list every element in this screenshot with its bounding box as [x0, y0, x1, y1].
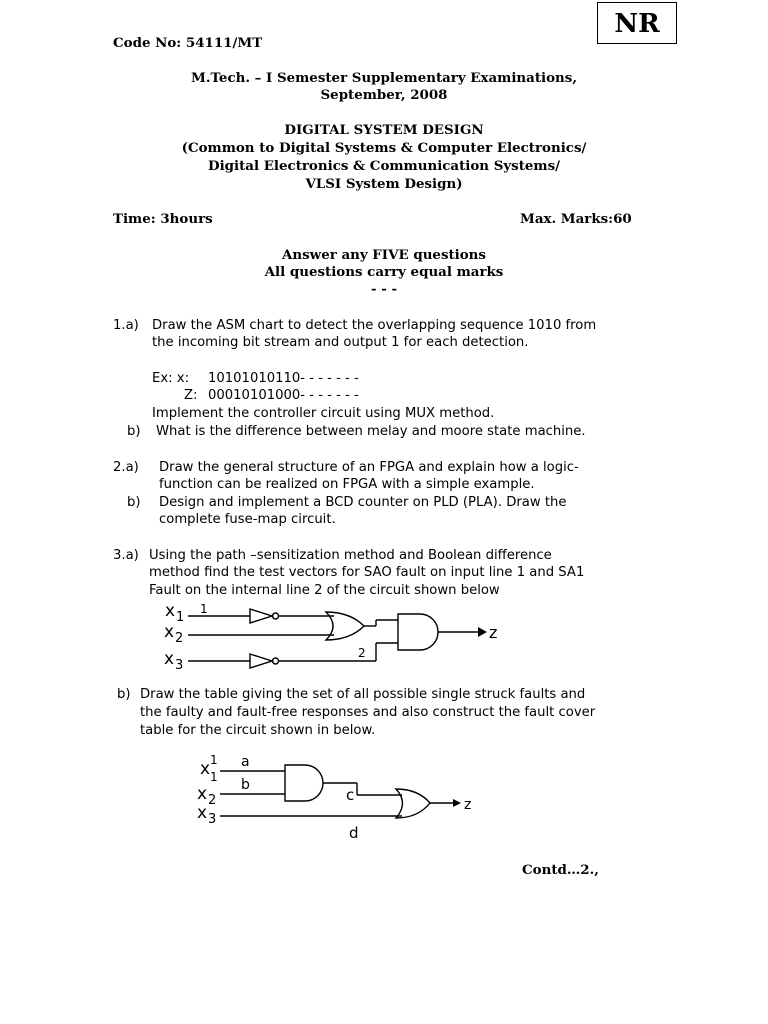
continued-note: Contd…2., — [522, 862, 599, 878]
circuit2-label-x3-sub: 3 — [208, 812, 217, 827]
circuit1-not-gate-2 — [250, 654, 272, 668]
common-line3: VLSI System Design) — [305, 176, 463, 192]
circuit2-or-gate — [396, 789, 430, 818]
circuit1-label-x2-sub: 2 — [175, 631, 184, 646]
circuit1-label-x2: x — [164, 622, 175, 642]
q1-example-x: 10101010110- - - - - - - — [208, 371, 359, 386]
circuit1-line-label-1: 1 — [200, 602, 208, 616]
circuit1-label-x1-sub: 1 — [176, 610, 185, 625]
q2b-number: b) — [127, 495, 141, 510]
q3a-number: 3.a) — [113, 548, 139, 563]
instruction-1: Answer any FIVE questions — [282, 247, 486, 263]
common-line1: (Common to Digital Systems & Computer Electronics/ — [181, 140, 587, 156]
circuit2-label-x2-sub: 2 — [208, 793, 217, 808]
q2a-line1: Draw the general structure of an FPGA and explain how a logic- — [159, 460, 579, 475]
circuit1-label-x3-sub: 3 — [175, 658, 184, 673]
circuit2-label-x3: x — [197, 803, 208, 823]
q3b-line2: the faulty and fault-free responses and also construct the fault cover — [140, 705, 596, 720]
subject-title: DIGITAL SYSTEM DESIGN — [284, 122, 484, 138]
circuit2-output-arrow — [453, 799, 461, 807]
circuit2-label-x1-sub: 1 — [210, 770, 218, 784]
q3a-line2: method find the test vectors for SAO fault on input line 1 and SA1 — [149, 565, 585, 580]
q1-example-z-label: Z: — [184, 388, 198, 403]
circuit1-output-label: z — [489, 623, 498, 642]
circuit1-label-x3: x — [164, 649, 175, 669]
q3a-line3: Fault on the internal line 2 of the circuit shown below — [149, 583, 500, 598]
common-line2: Digital Electronics & Communication Systems/ — [207, 158, 561, 174]
circuit-diagram-2 — [190, 748, 490, 848]
q1a-number: 1.a) — [113, 318, 139, 333]
q1-example-label: Ex: x: — [152, 371, 190, 386]
circuit2-label-x1-sup: 1 — [210, 753, 218, 767]
time-allowed: Time: 3hours — [113, 211, 213, 227]
q3b-number: b) — [117, 687, 131, 702]
q1b-text: What is the difference between melay and moore state machine. — [156, 424, 586, 439]
q2b-line1: Design and implement a BCD counter on PLD (PLA). Draw the — [159, 495, 567, 510]
exam-title-line2: September, 2008 — [320, 87, 448, 103]
circuit2-output-label: z — [464, 797, 472, 813]
circuit2-wire-label-a: a — [241, 754, 250, 770]
code-number: Code No: 54111/MT — [113, 35, 263, 51]
q2b-line2: complete fuse-map circuit. — [159, 512, 336, 527]
circuit2-label-x1: x — [200, 759, 211, 779]
q1-example-z: 00010101000- - - - - - - — [208, 388, 359, 403]
circuit2-wire-label-b: b — [241, 777, 250, 793]
q1a-line2: the incoming bit stream and output 1 for each detection. — [152, 335, 529, 350]
circuit-diagram-1 — [150, 596, 510, 680]
circuit2-label-x2: x — [197, 784, 208, 804]
circuit1-and-gate — [398, 614, 438, 650]
circuit2-and-gate — [285, 765, 323, 801]
exam-title-line1: M.Tech. – I Semester Supplementary Examinations, — [191, 70, 577, 86]
circuit2-wire-label-c: c — [346, 786, 355, 804]
q2a-line2: function can be realized on FPGA with a simple example. — [159, 477, 535, 492]
q2a-number: 2.a) — [113, 460, 139, 475]
nr-badge: NR — [597, 2, 677, 44]
circuit2-wire-label-d: d — [349, 824, 359, 842]
q3b-line1: Draw the table giving the set of all possible single struck faults and — [140, 687, 586, 702]
max-marks: Max. Marks:60 — [520, 211, 632, 227]
separator: - - - — [371, 281, 397, 297]
circuit1-not-gate-1 — [250, 609, 272, 623]
q3b-line3: table for the circuit shown in below. — [140, 723, 376, 738]
circuit1-label-x1: x — [165, 601, 176, 621]
q3a-line1: Using the path –sensitization method and Boolean difference — [149, 548, 552, 563]
instruction-2: All questions carry equal marks — [264, 264, 504, 280]
circuit1-line-label-2: 2 — [358, 646, 366, 660]
q1a-line1: Draw the ASM chart to detect the overlapping sequence 1010 from — [152, 318, 597, 333]
circuit1-output-arrow — [478, 627, 487, 637]
q1b-number: b) — [127, 424, 141, 439]
q1a-line3: Implement the controller circuit using MUX method. — [152, 406, 495, 421]
